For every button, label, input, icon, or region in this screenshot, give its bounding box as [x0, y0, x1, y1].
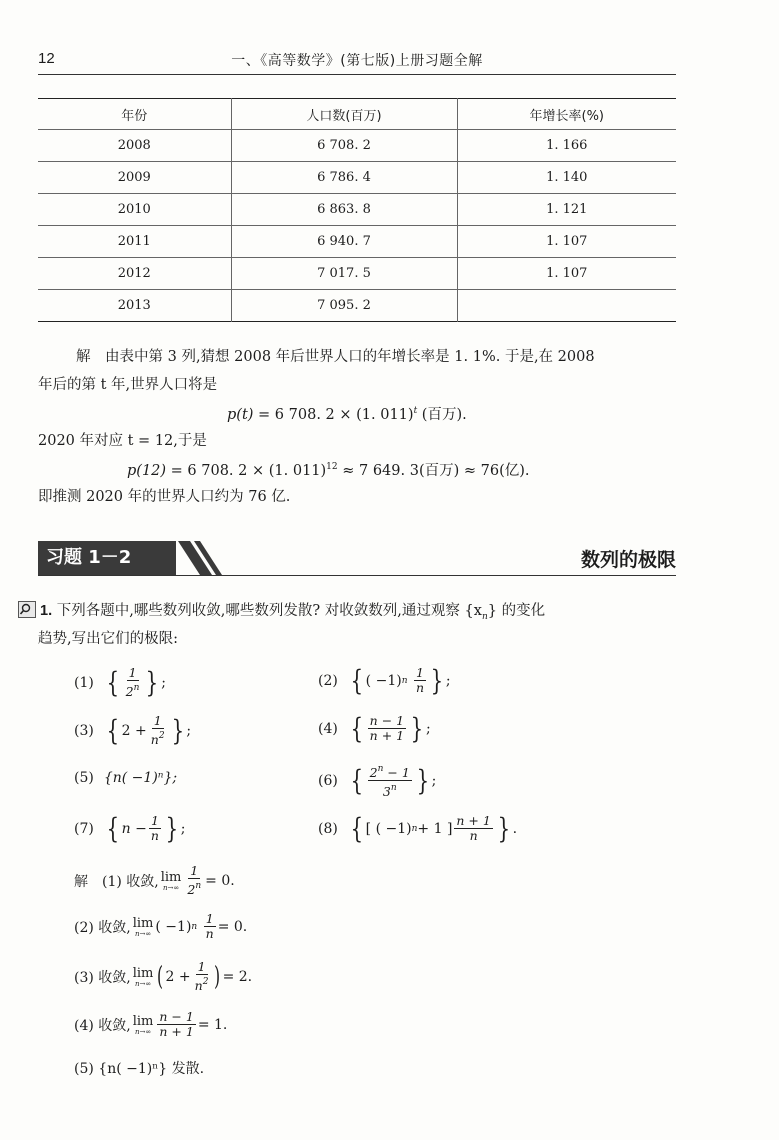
cell-growth-rate: 1. 121: [457, 194, 676, 226]
equation-p-12: [127, 459, 530, 480]
page-header: [38, 46, 676, 75]
magnifier-icon: [18, 601, 36, 618]
population-table: [38, 98, 676, 322]
answer-2-tail: = 0.: [217, 918, 248, 935]
answer-4-tail: = 1.: [197, 1016, 228, 1033]
cell-population: 6 940. 7: [231, 226, 457, 258]
cell-population: 6 708. 2: [231, 130, 457, 162]
table-row: [38, 226, 676, 258]
answer-1-tail: = 0.: [205, 872, 235, 889]
question-line-2: 趋势,写出它们的极限:: [38, 631, 178, 647]
cell-year: 2010: [38, 194, 231, 226]
equation-p-t: [227, 403, 467, 424]
item-6: (6) { $\frac{2^n - 1}{3^n}$ } ;: [318, 763, 437, 799]
eq2-exponent: 12: [326, 462, 338, 472]
column-header-population: 人口数(百万): [231, 99, 457, 130]
answer-2: (2) 收敛, lim n→∞ ( −1) n $\frac{1}{n}$ = 0.: [74, 911, 248, 941]
answer-2-prefix: (2) 收敛,: [74, 919, 131, 936]
item-label: (6): [318, 772, 338, 789]
answer-4: (4) 收敛, lim n→∞ $\frac{n - 1}{n + 1}$ = 1.: [74, 1009, 228, 1039]
table-row: [38, 290, 676, 322]
solution-line-3: 2020 年对应 t = 12,于是: [38, 433, 207, 449]
question-text: 下列各题中,哪些数列收敛,哪些数列发散? 对收敛数列,通过观察 {x: [56, 603, 482, 619]
answer-1-prefix: 解 (1) 收敛,: [74, 873, 159, 890]
answer-4-prefix: (4) 收敛,: [74, 1017, 131, 1034]
section-title: 数列的极限: [580, 549, 676, 571]
item-label: (2): [318, 672, 338, 689]
running-title: 一、《高等数学》(第七版)上册习题全解: [231, 53, 483, 69]
item-3: (3) { 2 + $\frac{1}{n^2}$ } ;: [74, 713, 192, 747]
item-label: (7): [74, 820, 94, 837]
eq2-lhs: p(12): [127, 463, 167, 479]
item-7: (7) { n − $\frac{1}{n}$ } ;: [74, 811, 186, 845]
eq1-lhs: p(t): [227, 407, 254, 423]
item-label: (5): [74, 770, 94, 786]
item-5: [74, 770, 177, 786]
answer-3-prefix: (3) 收敛,: [74, 969, 131, 986]
cell-population: 7 017. 5: [231, 258, 457, 290]
cell-growth-rate: 1. 107: [457, 226, 676, 258]
eq1-rhs: = 6 708. 2 × (1. 011): [258, 407, 414, 423]
item-label: (3): [74, 722, 94, 739]
column-header-year: 年份: [38, 99, 231, 130]
section-tag: 习题 1－2: [38, 541, 176, 575]
eq1-tail: (百万).: [421, 407, 467, 423]
cell-growth-rate: 1. 166: [457, 130, 676, 162]
eq2-tail: ≈ 7 649. 3(百万) ≈ 76(亿).: [342, 463, 530, 479]
cell-year: 2012: [38, 258, 231, 290]
answer-3-tail: = 2.: [222, 968, 253, 985]
cell-population: 6 863. 8: [231, 194, 457, 226]
item-1: (1) { $\frac{1}{2^n}$ } ;: [74, 665, 166, 699]
slash-decoration-icon: [178, 541, 222, 575]
table-row: [38, 162, 676, 194]
column-header-growth-rate: 年增长率(%): [457, 99, 676, 130]
cell-growth-rate: 1. 140: [457, 162, 676, 194]
answer-1: 解 (1) 收敛, lim n→∞ $\frac{1}{2^n}$ = 0.: [74, 863, 235, 897]
item-2: (2) { ( −1) n $\frac{1}{n}$ } ;: [318, 663, 451, 697]
item-label: (8): [318, 820, 338, 837]
item-label: (1): [74, 674, 94, 691]
section-heading-bar: [38, 541, 676, 576]
cell-year: 2013: [117, 298, 151, 313]
table-row: [38, 258, 676, 290]
question-number: 1.: [40, 603, 53, 619]
table-row: [38, 194, 676, 226]
answer-3: (3) 收敛, lim n→∞ ( 2 + $\frac{1}{n^2}$ ) = 2.: [74, 959, 253, 993]
question-subscript: n: [481, 611, 488, 622]
cell-population: 6 786. 4: [231, 162, 457, 194]
answer-5: (5) {n( −1)ⁿ} 发散.: [74, 1061, 205, 1077]
cell-year: 2011: [38, 226, 231, 258]
question-text-end: } 的变化: [487, 603, 546, 619]
cell-growth-rate: [457, 290, 676, 322]
item-4: (4) { $\frac{n - 1}{n + 1}$ } ;: [318, 711, 431, 745]
cell-year: 2008: [38, 130, 231, 162]
cell-year: 2009: [38, 162, 231, 194]
cell-population: 7 095. 2: [231, 290, 457, 322]
solution-line-1: 解 由表中第 3 列,猜想 2008 年后世界人口的年增长率是 1. 1%. 于是,在 2008: [76, 349, 595, 365]
page-number: 12: [38, 50, 55, 67]
table-header-row: [38, 99, 676, 130]
table-row: [38, 130, 676, 162]
eq2-rhs: = 6 708. 2 × (1. 011): [170, 463, 327, 479]
solution-line-2: 年后的第 t 年,世界人口将是: [38, 377, 218, 393]
item-label: (4): [318, 720, 338, 737]
solution-line-4: 即推测 2020 年的世界人口约为 76 亿.: [38, 489, 291, 505]
item-8: (8) { [ ( −1) n + 1 ] $\frac{n + 1}{n}$ } .: [318, 811, 518, 845]
eq1-exponent: t: [413, 406, 418, 416]
cell-growth-rate: 1. 107: [457, 258, 676, 290]
item-5-body: {n( −1)ⁿ};: [103, 770, 178, 786]
